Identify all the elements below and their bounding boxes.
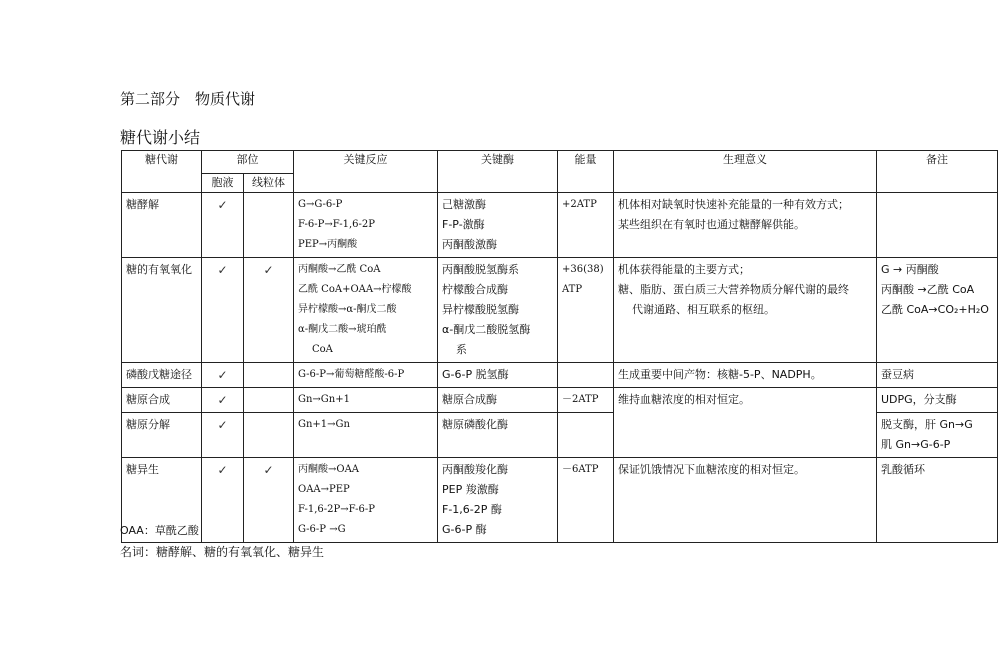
reaction-cell: G→G-6-P F-6-P→F-1,6-2P PEP→丙酮酸: [294, 193, 438, 258]
reaction-cell: G-6-P→葡萄糖醛酸-6-P: [294, 363, 438, 388]
enzyme-cell: 己糖激酶 F-P-激酶 丙酮酸激酶: [438, 193, 558, 258]
section-heading: 第二部分 物质代谢: [120, 90, 256, 108]
enzyme-cell: 丙酮酸脱氢酶系 柠檬酸合成酶 异柠檬酸脱氢酶 α-酮戊二酸脱氢酶 系: [438, 258, 558, 363]
table-row: [122, 363, 998, 388]
notes-cell: [877, 193, 998, 258]
mitochondria-cell: [244, 363, 294, 388]
mitochondria-check-icon: ✓: [244, 258, 294, 363]
pathway-name: 糖原合成: [122, 388, 202, 413]
significance-cell: 机体获得能量的主要方式； 糖、脂肪、蛋白质三大营养物质分解代谢的最终 代谢通路、相互联系的枢纽。: [614, 258, 877, 363]
enzyme-cell: 糖原合成酶: [438, 388, 558, 413]
header-notes: 备注: [877, 151, 998, 193]
energy-cell: －6ATP: [558, 458, 614, 543]
enzyme-cell: 丙酮酸羧化酶 PEP 羧激酶 F-1,6-2P 酶 G-6-P 酶: [438, 458, 558, 543]
reaction-cell: 丙酮酸→乙酰 CoA 乙酰 CoA+OAA→柠檬酸 异柠檬酸→α-酮戊二酸 α-酮戊二酸→琥珀酰 CoA: [294, 258, 438, 363]
table-row: [122, 193, 998, 258]
mitochondria-check-icon: ✓: [244, 458, 294, 543]
header-location: 部位: [202, 151, 294, 174]
notes-cell: 蚕豆病: [877, 363, 998, 388]
enzyme-cell: G-6-P 脱氢酶: [438, 363, 558, 388]
notes-cell: G → 丙酮酸 丙酮酸 →乙酰 CoA 乙酰 CoA→CO₂+H₂O: [877, 258, 998, 363]
header-enzyme: 关键酶: [438, 151, 558, 193]
energy-cell: [558, 363, 614, 388]
header-reaction: 关键反应: [294, 151, 438, 193]
header-pathway: 糖代谢: [122, 151, 202, 193]
reaction-cell: Gn→Gn+1: [294, 388, 438, 413]
pathway-name: 糖酵解: [122, 193, 202, 258]
energy-cell: [558, 413, 614, 458]
notes-cell: UDPG，分支酶: [877, 388, 998, 413]
header-significance: 生理意义: [614, 151, 877, 193]
enzyme-cell: 糖原磷酸化酶: [438, 413, 558, 458]
energy-cell: +36(38) ATP: [558, 258, 614, 363]
table-row: [122, 458, 998, 543]
cytosol-check-icon: ✓: [202, 388, 244, 413]
table-row: [122, 258, 998, 363]
mitochondria-cell: [244, 388, 294, 413]
cytosol-check-icon: ✓: [202, 258, 244, 363]
footnote-abbreviation: OAA：草酰乙酸: [120, 524, 199, 537]
significance-cell: 机体相对缺氧时快速补充能量的一种有效方式； 某些组织在有氧时也通过糖酵解供能。: [614, 193, 877, 258]
significance-cell: 维持血糖浓度的相对恒定。: [614, 388, 877, 458]
pathway-name: 磷酸戊糖途径: [122, 363, 202, 388]
mitochondria-cell: [244, 193, 294, 258]
reaction-cell: Gn+1→Gn: [294, 413, 438, 458]
header-cytosol: 胞液: [202, 174, 244, 193]
pathway-name: 糖异生: [122, 458, 202, 543]
footnote-terms: 名词：糖酵解、糖的有氧氧化、糖异生: [120, 545, 325, 559]
significance-cell: 保证饥饿情况下血糖浓度的相对恒定。: [614, 458, 877, 543]
notes-cell: 脱支酶，肝 Gn→G 肌 Gn→G-6-P: [877, 413, 998, 458]
page-title: 糖代谢小结: [120, 128, 201, 147]
pathway-name: 糖原分解: [122, 413, 202, 458]
notes-cell: 乳酸循环: [877, 458, 998, 543]
pathway-name: 糖的有氧氧化: [122, 258, 202, 363]
cytosol-check-icon: ✓: [202, 193, 244, 258]
energy-cell: +2ATP: [558, 193, 614, 258]
mitochondria-cell: [244, 413, 294, 458]
reaction-cell: 丙酮酸→OAA OAA→PEP F-1,6-2P→F-6-P G-6-P →G: [294, 458, 438, 543]
cytosol-check-icon: ✓: [202, 458, 244, 543]
header-mitochondria: 线粒体: [244, 174, 294, 193]
glucose-metabolism-table: [121, 150, 998, 543]
cytosol-check-icon: ✓: [202, 413, 244, 458]
energy-cell: －2ATP: [558, 388, 614, 413]
header-energy: 能量: [558, 151, 614, 193]
table-row: [122, 388, 998, 413]
cytosol-check-icon: ✓: [202, 363, 244, 388]
significance-cell: 生成重要中间产物：核糖-5-P、NADPH。: [614, 363, 877, 388]
